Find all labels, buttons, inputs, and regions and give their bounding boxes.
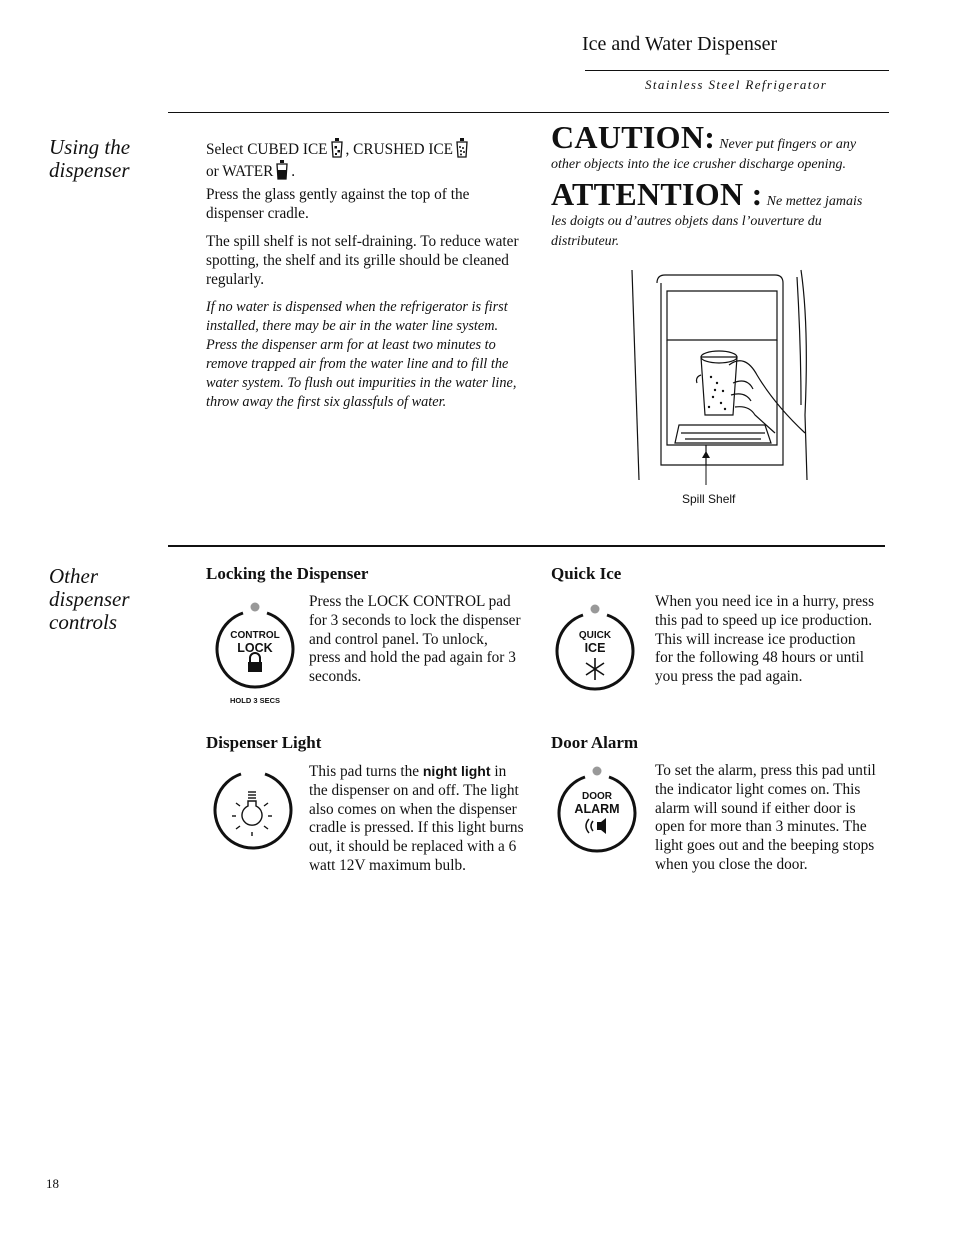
pad-label-top: DOOR: [582, 791, 612, 802]
dispenser-light-heading: Dispenser Light: [206, 733, 322, 752]
speaker-icon: [586, 818, 606, 834]
lock-heading: Locking the Dispenser: [206, 564, 369, 583]
side-heading-other: [49, 565, 130, 634]
caution-label: CAUTION:: [551, 119, 716, 155]
section-title: Ice and Water Dispenser: [582, 33, 778, 55]
caution-text: Never put fingers or any other objects into the ice crusher discharge opening.: [551, 137, 857, 172]
light-bulb-icon: [232, 792, 272, 836]
caution-block: [551, 119, 871, 174]
dispenser-light-description: [309, 762, 524, 876]
pad-label-top: QUICK: [578, 630, 612, 641]
attention-text: Ne mettez jamais les doigts ou d’autres objets dans l’ouverture du distributeur.: [551, 194, 863, 249]
door-alarm-description: To set the alarm, press this pad until the indicator light comes on. This alarm will sound if either door is open for more than 3 minutes. The light goes out and the beeping stops when you close the door.: [655, 762, 876, 873]
crushed-ice-icon: [456, 138, 468, 158]
dispenser-illustration: [625, 265, 825, 485]
control-lock-pad[interactable]: [212, 598, 302, 708]
indicator-light: [251, 603, 260, 612]
spill-shelf-paragraph: The spill shelf is not self-draining. To reduce water spotting, the shelf and its grille should be cleaned regularly.: [206, 233, 519, 288]
section-divider-2: [168, 545, 885, 547]
night-light-term: night light: [422, 763, 491, 779]
side-heading-line: Using the: [49, 135, 131, 159]
light-text: This pad turns the: [309, 763, 423, 780]
water-icon: [276, 160, 288, 180]
select-text: , CRUSHED ICE: [345, 141, 454, 158]
hold-label: HOLD 3 SECS: [229, 696, 281, 705]
cubed-ice-icon: [331, 138, 343, 158]
pad-label-main: ICE: [584, 641, 606, 655]
pad-label-main: LOCK: [237, 641, 273, 655]
press-paragraph: Press the glass gently against the top of the dispenser cradle.: [206, 186, 470, 222]
select-text: Select CUBED ICE: [206, 141, 328, 158]
page-number: 18: [46, 1176, 59, 1191]
select-text: or WATER: [206, 162, 274, 180]
light-text: in the dispenser on and off. The light also comes on when the dispenser cradle is pressed. If this light burns out, it should be replaced with a 6 watt 12V maximum bulb.: [309, 763, 524, 874]
door-alarm-heading: Door Alarm: [551, 733, 639, 752]
lock-description: Press the LOCK CONTROL pad for 3 seconds to lock the dispenser and control panel. To unlock, press and hold the pad again for 3 seconds.: [309, 593, 521, 686]
attention-label: ATTENTION :: [551, 176, 763, 212]
side-heading-using: [49, 136, 130, 182]
select-text: .: [291, 162, 296, 180]
pad-label-main: ALARM: [574, 802, 620, 816]
indicator-light: [591, 605, 600, 614]
air-in-line-note: If no water is dispensed when the refrigerator is first installed, there may be air in the water line system. Press the dispenser arm for at least two minutes to remove trapped air from the water line and to fill the water system. To flush out impurities in the water line, throw away the first six glassfuls of water.: [206, 299, 517, 410]
spill-shelf-caption: Spill Shelf: [682, 492, 736, 506]
indicator-light: [593, 767, 602, 776]
quick-ice-description: When you need ice in a hurry, press this pad to speed up ice production. This will increase ice production for the following 48 hours or until you press the pad again.: [655, 593, 875, 686]
side-heading-line: dispenser: [49, 587, 130, 611]
side-heading-line: Other: [49, 564, 98, 588]
select-instructions: [206, 138, 526, 182]
quick-ice-heading: Quick Ice: [551, 564, 622, 583]
dispenser-light-pad[interactable]: [210, 768, 300, 858]
section-divider: [168, 112, 889, 113]
attention-block: [551, 176, 871, 251]
pad-label-top: CONTROL: [230, 630, 280, 641]
side-heading-line: dispenser: [49, 158, 130, 182]
side-heading-line: controls: [49, 610, 118, 634]
quick-ice-pad[interactable]: [552, 600, 642, 695]
snowflake-icon: [586, 658, 604, 680]
product-subtitle: Stainless Steel Refrigerator: [645, 77, 828, 92]
door-alarm-pad[interactable]: [553, 764, 643, 859]
lock-icon: [248, 653, 262, 672]
header-rule: [585, 70, 889, 71]
